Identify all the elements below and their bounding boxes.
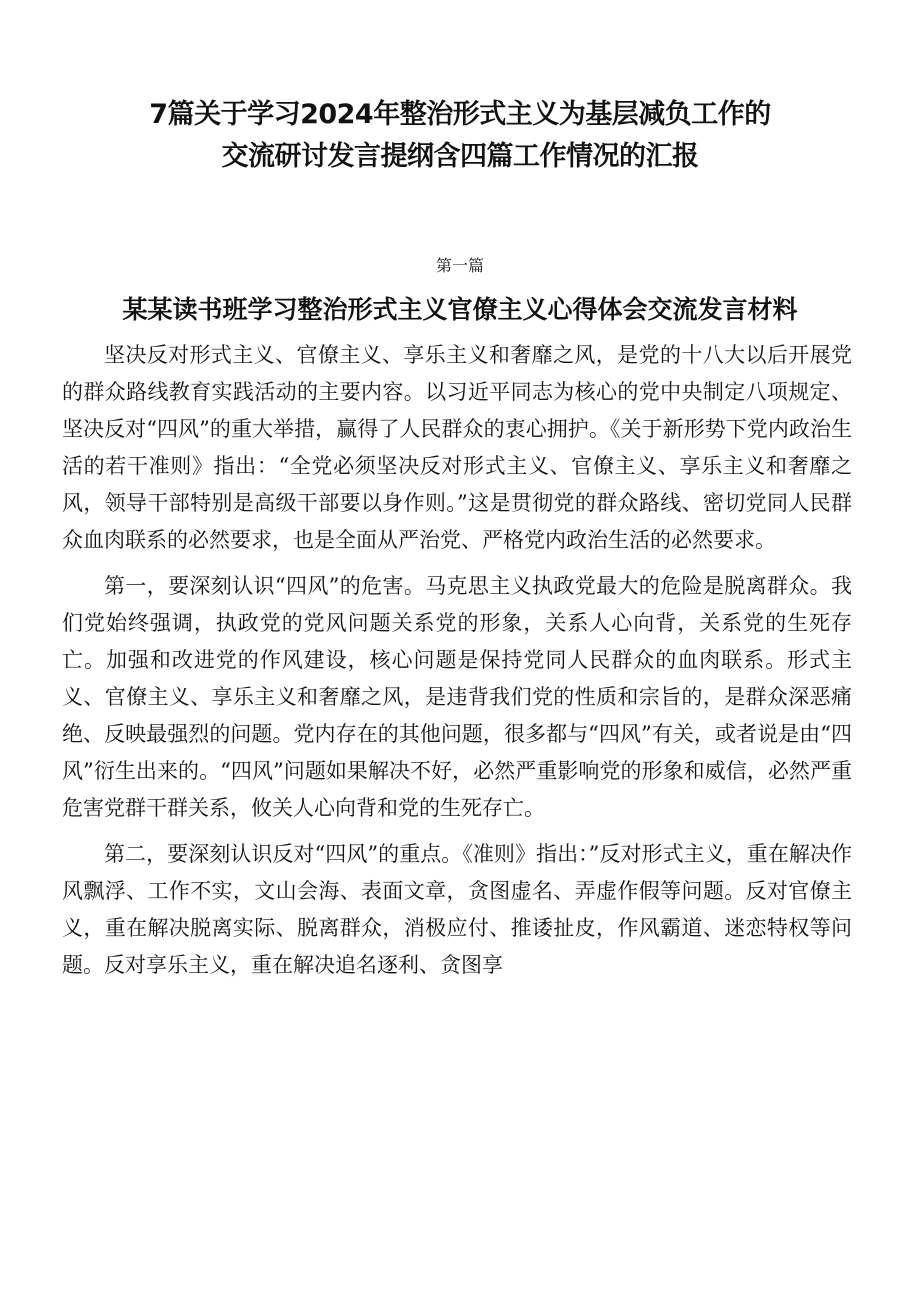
section-label: 第一篇 — [435, 256, 484, 275]
body-paragraph-first-point: 第一，要深刻认识“四风”的危害。马克思主义执政党最大的危险是脱离群众。我们党始终强调，执政党的党风问题关系党的形象，关系人心向背，关系党的生死存亡。加强和改进党的作风建设，核心问题是保持党同人民群众的血肉联系。形式主义、官僚主义、享乐主义和奢靡之风，是违背我们党的性质和宗旨的，是群众深恶痛绝、反映最强烈的问题。党内存在的其他问题，很多都与“四风”有关，或者说是由“四风”衍生出来的。“四风”问题如果解决不好，必然严重影响党的形象和威信，必然严重危害党群干群关系，攸关人心向背和党的生死存亡。 — [62, 574, 852, 820]
body-paragraph-second-point: 第二，要深刻认识反对“四风”的重点。《准则》指出：”反对形式主义，重在解决作风飘浮、工作不实，文山会海、表面文章，贪图虚名、弄虚作假等问题。反对官僚主义，重在解决脱离实际、脱离群众，消极应付、推诿扯皮，作风霸道、迷恋特权等问题。反对享乐主义，重在解决追名逐利、贪图享 — [62, 842, 852, 977]
document-body — [62, 337, 852, 984]
document-title-line-2: 交流研讨发言提纲含四篇工作情况的汇报 — [221, 141, 699, 172]
section-title: 某某读书班学习整治形式主义官僚主义心得体会交流发言材料 — [122, 295, 798, 324]
document-title — [100, 94, 820, 178]
body-paragraph-intro: 坚决反对形式主义、官僚主义、享乐主义和奢靡之风，是党的十八大以后开展党的群众路线教育实践活动的主要内容。以习近平同志为核心的党中央制定八项规定、坚决反对“四风”的重大举措，赢得了人民群众的衷心拥护。《关于新形势下党内政治生活的若干准则》指出：“全党必须坚决反对形式主义、官僚主义、享乐主义和奢靡之风，领导干部特别是高级干部要以身作则。”这是贯彻党的群众路线、密切党同人民群众血肉联系的必然要求，也是全面从严治党、严格党内政治生活的必然要求。 — [62, 343, 852, 552]
document-title-line-1: 7篇关于学习2024年整治形式主义为基层减负工作的 — [149, 99, 771, 130]
